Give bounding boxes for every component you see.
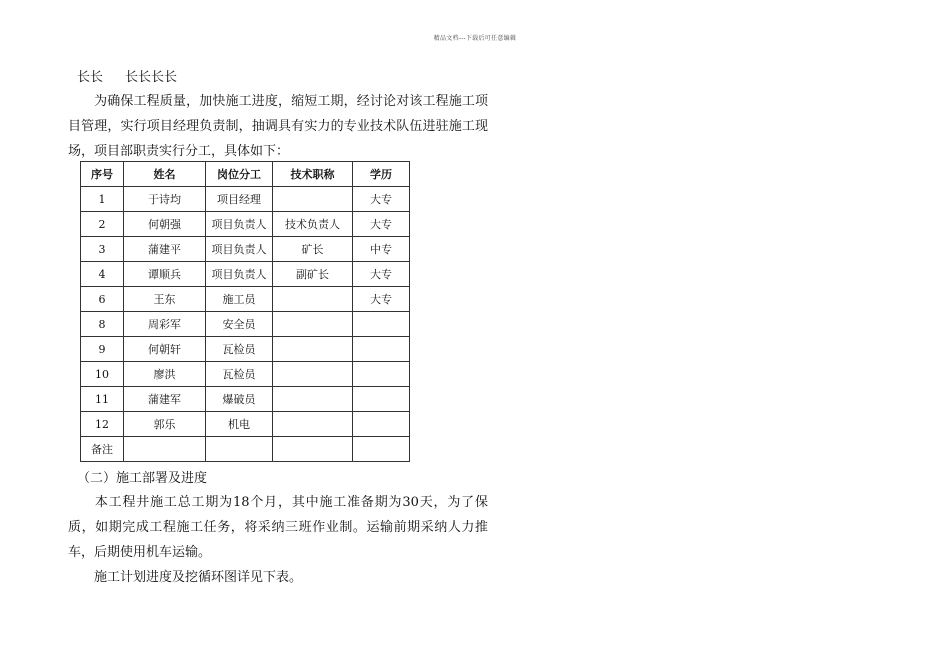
table-cell: 王东 [124, 287, 206, 312]
table-cell: 谭顺兵 [124, 262, 206, 287]
table-cell [273, 437, 353, 462]
table-cell: 机电 [206, 412, 273, 437]
table-cell: 安全员 [206, 312, 273, 337]
heading-part2: 长长长长 [125, 70, 178, 85]
table-cell [124, 437, 206, 462]
table-cell: 6 [81, 287, 124, 312]
table-cell [353, 387, 410, 412]
schedule-paragraph [68, 490, 488, 565]
table-row [81, 287, 410, 312]
table-row [81, 412, 410, 437]
plan-paragraph-text: 施工计划进度及挖循环图详见下表。 [94, 570, 303, 585]
table-row [81, 237, 410, 262]
table-cell: 技术负责人 [273, 212, 353, 237]
heading-line [77, 66, 177, 85]
table-cell: 中专 [353, 237, 410, 262]
table-cell: 项目经理 [206, 187, 273, 212]
table-cell: 2 [81, 212, 124, 237]
table-row [81, 262, 410, 287]
table-cell: 9 [81, 337, 124, 362]
table-cell: 3 [81, 237, 124, 262]
table-cell [353, 437, 410, 462]
table-cell: 副矿长 [273, 262, 353, 287]
column-header: 序号 [81, 162, 124, 187]
table-cell: 何朝轩 [124, 337, 206, 362]
table-row [81, 437, 410, 462]
table-cell: 项目负责人 [206, 212, 273, 237]
table-cell: 1 [81, 187, 124, 212]
table-cell: 大专 [353, 287, 410, 312]
staff-table-header [81, 162, 410, 187]
table-cell: 大专 [353, 187, 410, 212]
table-cell [353, 312, 410, 337]
column-header: 学历 [353, 162, 410, 187]
table-cell [273, 287, 353, 312]
table-cell: 4 [81, 262, 124, 287]
table-header-row [81, 162, 410, 187]
table-row [81, 187, 410, 212]
staff-table-body [81, 187, 410, 462]
table-cell: 项目负责人 [206, 237, 273, 262]
table-row [81, 362, 410, 387]
table-cell: 10 [81, 362, 124, 387]
table-cell: 蒲建军 [124, 387, 206, 412]
schedule-paragraph-text: 本工程井施工总工期为18个月，其中施工准备期为30天，为了保质，如期完成工程施工任务，将采纳三班作业制。运输前期采纳人力推车，后期使用机车运输。 [68, 495, 488, 560]
table-cell [353, 362, 410, 387]
table-cell: 爆破员 [206, 387, 273, 412]
table-cell: 廖洪 [124, 362, 206, 387]
table-cell [273, 187, 353, 212]
table-row [81, 337, 410, 362]
table-cell: 郭乐 [124, 412, 206, 437]
table-cell: 大专 [353, 262, 410, 287]
plan-paragraph [68, 565, 488, 590]
table-cell [273, 387, 353, 412]
table-cell [353, 412, 410, 437]
table-cell: 蒲建平 [124, 237, 206, 262]
heading-part1: 长长 [77, 70, 104, 85]
table-cell: 矿长 [273, 237, 353, 262]
staff-table [80, 161, 410, 462]
table-cell: 施工员 [206, 287, 273, 312]
header-note: 精品文档---下载后可任意编辑 [433, 35, 517, 42]
table-cell: 周彩军 [124, 312, 206, 337]
column-header: 岗位分工 [206, 162, 273, 187]
table-cell [273, 362, 353, 387]
table-row [81, 212, 410, 237]
section-title: （二）施工部署及进度 [77, 471, 208, 486]
table-cell [206, 437, 273, 462]
table-cell [353, 337, 410, 362]
table-row [81, 387, 410, 412]
column-header: 姓名 [124, 162, 206, 187]
table-cell: 备注 [81, 437, 124, 462]
table-cell [273, 312, 353, 337]
table-cell [273, 412, 353, 437]
table-cell: 瓦检员 [206, 337, 273, 362]
table-cell: 8 [81, 312, 124, 337]
table-cell: 瓦检员 [206, 362, 273, 387]
table-cell: 项目负责人 [206, 262, 273, 287]
column-header: 技术职称 [273, 162, 353, 187]
table-row [81, 312, 410, 337]
intro-paragraph-text: 为确保工程质量，加快施工进度，缩短工期，经讨论对该工程施工项目管理，实行项目经理负责制，抽调具有实力的专业技术队伍进驻施工现场，项目部职责实行分工，具体如下： [68, 94, 488, 159]
table-cell: 大专 [353, 212, 410, 237]
table-cell: 11 [81, 387, 124, 412]
intro-paragraph [68, 89, 488, 164]
table-cell: 何朝强 [124, 212, 206, 237]
table-cell: 于诗均 [124, 187, 206, 212]
table-cell [273, 337, 353, 362]
table-cell: 12 [81, 412, 124, 437]
